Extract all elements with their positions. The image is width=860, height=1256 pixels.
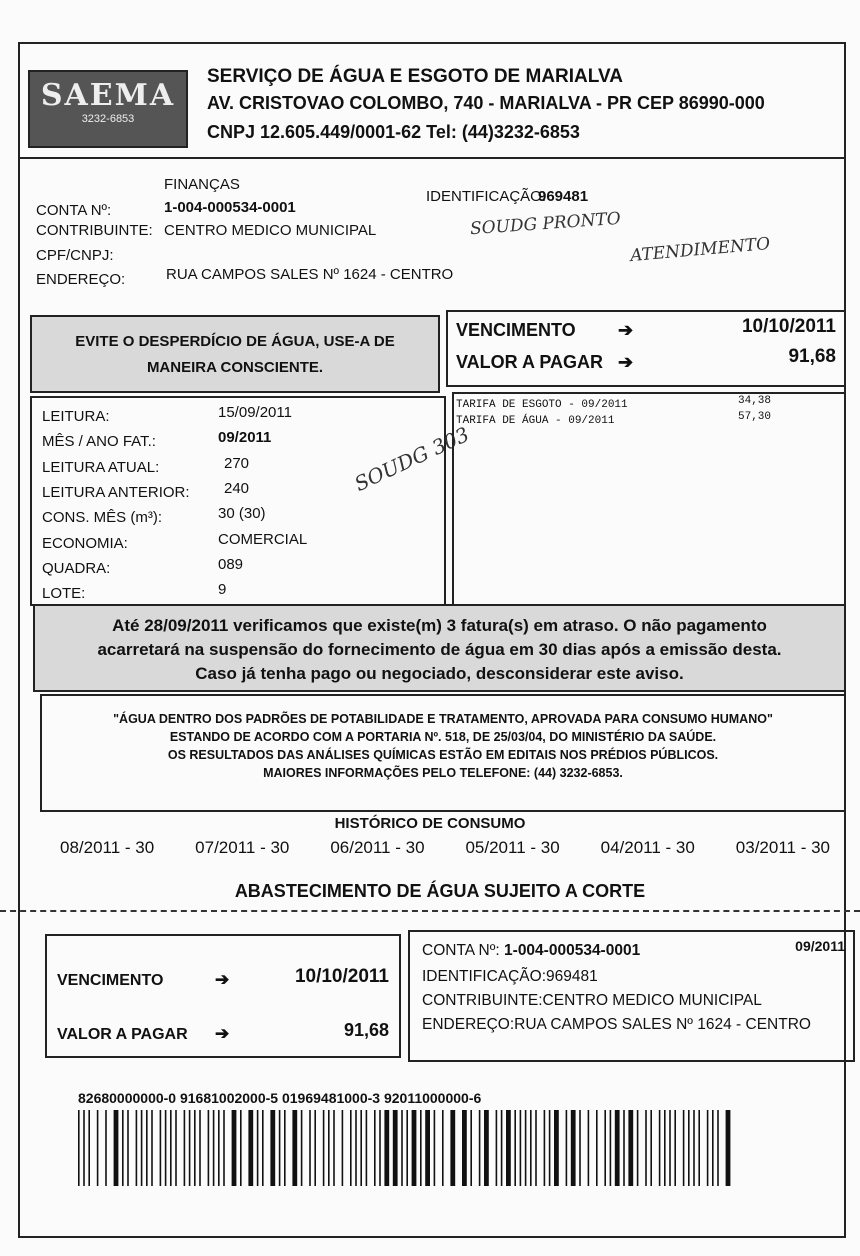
barcode-bar <box>650 1110 652 1186</box>
tariff-value: 57,30 <box>738 411 772 423</box>
stub-contrib: CONTRIBUINTE:CENTRO MEDICO MUNICIPAL <box>422 992 762 1009</box>
barcode-bar <box>674 1110 676 1186</box>
barcode-bar <box>189 1110 191 1186</box>
barcode-bar <box>122 1110 124 1186</box>
barcode-bar <box>279 1110 281 1186</box>
arrow-icon: ➔ <box>618 352 634 372</box>
barcode-bar <box>292 1110 297 1186</box>
reading-value: 270 <box>224 454 250 472</box>
barcode-bar <box>175 1110 177 1186</box>
barcode-bar <box>462 1110 467 1186</box>
barcode-bar <box>659 1110 661 1186</box>
barcode-bar <box>604 1110 606 1186</box>
barcode-bar <box>450 1110 455 1186</box>
stub-ref: 09/2011 <box>795 938 845 954</box>
potability-line: ESTANDO DE ACORDO COM A PORTARIA Nº. 518, DE 25/03/04, DO MINISTÉRIO DA SAÚDE. <box>169 730 717 744</box>
barcode-bar <box>514 1110 516 1186</box>
stub-ident-label: IDENTIFICAÇÃO: <box>422 968 547 985</box>
saema-logo <box>28 70 188 148</box>
barcode-bar <box>669 1110 671 1186</box>
barcode-bar <box>425 1110 430 1186</box>
barcode-bar <box>726 1110 731 1186</box>
history-item: 05/2011 - 30 <box>465 838 560 857</box>
venc-label: VENCIMENTO <box>456 320 576 340</box>
arrow-icon: ➔ <box>215 970 230 989</box>
history-title: HISTÓRICO DE CONSUMO <box>334 815 526 832</box>
barcode-bar <box>707 1110 709 1186</box>
barcode-bar <box>688 1110 690 1186</box>
ident-label: IDENTIFICAÇÃO: <box>426 188 547 205</box>
dept: FINANÇAS <box>164 176 240 193</box>
conta-label: CONTA Nº: <box>36 202 112 219</box>
contrib-value: CENTRO MEDICO MUNICIPAL <box>164 222 377 239</box>
reading-label: LEITURA ANTERIOR: <box>42 483 190 501</box>
divider <box>18 157 846 159</box>
barcode-bar <box>309 1110 311 1186</box>
barcode-bar <box>470 1110 472 1186</box>
barcode-bar <box>146 1110 148 1186</box>
stub-venc-value: 10/10/2011 <box>294 966 389 987</box>
barcode-bar <box>248 1110 253 1186</box>
due-box <box>446 310 846 387</box>
barcode-bar <box>88 1110 90 1186</box>
barcode-bar <box>610 1110 612 1186</box>
barcode-bar <box>328 1110 330 1186</box>
barcode-bar <box>257 1110 259 1186</box>
cpf-label: CPF/CNPJ: <box>36 247 114 264</box>
logo-phone: 3232-6853 <box>81 113 135 125</box>
barcode-bar <box>525 1110 527 1186</box>
barcode-bar <box>628 1110 633 1186</box>
ident-value: 969481 <box>538 188 589 205</box>
barcode-bar <box>194 1110 196 1186</box>
history-item: 07/2011 - 30 <box>195 838 290 857</box>
history-list <box>60 838 830 858</box>
reading-label: ECONOMIA: <box>42 534 128 552</box>
barcode-bar <box>78 1110 80 1186</box>
barcode-bar <box>105 1110 107 1186</box>
barcode <box>78 1110 768 1186</box>
potability-line: OS RESULTADOS DAS ANÁLISES QUÍMICAS ESTÃO EM EDITAIS NOS PRÉDIOS PÚBLICOS. <box>167 748 719 762</box>
reading-value: 240 <box>224 479 250 497</box>
potability-line: "ÁGUA DENTRO DOS PADRÕES DE POTABILIDADE E TRATAMENTO, APROVADA PARA CONSUMO HUMANO" <box>113 712 773 726</box>
reading-label: LOTE: <box>42 585 86 603</box>
cut-line <box>0 910 860 912</box>
barcode-digits: 82680000000-0 91681002000-5 01969481000-3 92011000000-6 <box>78 1090 482 1106</box>
potability-box <box>40 694 846 812</box>
barcode-bar <box>270 1110 275 1186</box>
stub-venc-label: VENCIMENTO <box>57 972 164 989</box>
barcode-bar <box>693 1110 695 1186</box>
barcode-bar <box>323 1110 325 1186</box>
reading-value: 089 <box>218 555 244 573</box>
barcode-bar <box>496 1110 498 1186</box>
barcode-bar <box>393 1110 398 1186</box>
reading-box <box>30 396 473 606</box>
barcode-bar <box>97 1110 99 1186</box>
stub-due-box <box>45 934 401 1058</box>
barcode-bar <box>83 1110 85 1186</box>
barcode-bar <box>151 1110 153 1186</box>
barcode-bar <box>160 1110 162 1186</box>
barcode-bar <box>683 1110 685 1186</box>
reading-label: MÊS / ANO FAT.: <box>42 433 156 451</box>
barcode-bar <box>301 1110 303 1186</box>
barcode-bar <box>342 1110 344 1186</box>
barcode-bar <box>506 1110 511 1186</box>
barcode-bar <box>232 1110 237 1186</box>
overdue-notice <box>33 604 846 692</box>
stub-ident-value: 969481 <box>546 968 598 985</box>
barcode-bar <box>366 1110 368 1186</box>
barcode-bar <box>240 1110 242 1186</box>
barcode-bar <box>114 1110 119 1186</box>
barcode-bar <box>223 1110 225 1186</box>
stub-valor-label: VALOR A PAGAR <box>57 1026 188 1043</box>
barcode-bar <box>520 1110 522 1186</box>
barcode-bar <box>127 1110 129 1186</box>
barcode-bar <box>596 1110 598 1186</box>
barcode-bar <box>218 1110 220 1186</box>
reading-value: 15/09/2011 <box>218 404 292 421</box>
endereco-value: RUA CAMPOS SALES Nº 1624 - CENTRO <box>166 266 454 283</box>
barcode-bar <box>501 1110 503 1186</box>
reading-value: 30 (30) <box>218 505 266 523</box>
venc-value: 10/10/2011 <box>741 316 836 337</box>
barcode-bar <box>434 1110 436 1186</box>
tariff-label: TARIFA DE ÁGUA - 09/2011 <box>456 415 615 427</box>
barcode-bar <box>355 1110 357 1186</box>
barcode-bar <box>615 1110 620 1186</box>
notice-line: Caso já tenha pago ou negociado, desconsiderar este aviso. <box>195 664 684 683</box>
barcode-bar <box>530 1110 532 1186</box>
cut-warning: ABASTECIMENTO DE ÁGUA SUJEITO A CORTE <box>234 881 646 901</box>
tariff-label: TARIFA DE ESGOTO - 09/2011 <box>456 399 628 411</box>
stub-conta-label: CONTA Nº: <box>422 942 500 959</box>
barcode-bar <box>406 1110 408 1186</box>
notice-line: Até 28/09/2011 verificamos que existe(m) 3 fatura(s) em atraso. O não pagamento <box>112 616 767 635</box>
barcode-bar <box>284 1110 286 1186</box>
tariffs-box <box>452 392 846 606</box>
barcode-bar <box>199 1110 201 1186</box>
stub-account-box <box>408 930 855 1062</box>
barcode-bar <box>579 1110 581 1186</box>
reading-label: LEITURA: <box>42 408 110 425</box>
barcode-bar <box>717 1110 719 1186</box>
barcode-bar <box>213 1110 215 1186</box>
barcode-bar <box>588 1110 590 1186</box>
contrib-label: CONTRIBUINTE: <box>36 222 153 239</box>
valor-label: VALOR A PAGAR <box>456 352 603 372</box>
handwritten-note: SOUDG PRONTO <box>469 208 622 240</box>
valor-value: 91,68 <box>788 346 836 367</box>
barcode-bar <box>698 1110 700 1186</box>
reading-label: CONS. MÊS (m³): <box>42 509 162 527</box>
barcode-bar <box>664 1110 666 1186</box>
company-cnpj: CNPJ 12.605.449/0001-62 Tel: (44)3232-6853 <box>207 122 580 142</box>
waste-warning: EVITE O DESPERDÍCIO DE ÁGUA, USE-A DE MANEIRA CONSCIENTE. <box>30 315 440 393</box>
barcode-bar <box>645 1110 647 1186</box>
handwritten-reading-note: SOUDG 303 <box>350 422 473 496</box>
barcode-bar <box>549 1110 551 1186</box>
endereco-label: ENDEREÇO: <box>36 271 126 288</box>
barcode-bar <box>314 1110 316 1186</box>
barcode-bar <box>554 1110 559 1186</box>
stub-conta-value: 1-004-000534-0001 <box>504 942 641 959</box>
barcode-bar <box>571 1110 576 1186</box>
potability-line: MAIORES INFORMAÇÕES PELO TELEFONE: (44) 3232-6853. <box>263 766 623 780</box>
conta-value: 1-004-000534-0001 <box>164 199 296 216</box>
arrow-icon: ➔ <box>618 320 634 340</box>
tariff-value: 34,38 <box>738 395 772 407</box>
handwritten-note-2: ATENDIMENTO <box>629 233 771 267</box>
history-item: 08/2011 - 30 <box>60 838 155 857</box>
barcode-bar <box>379 1110 381 1186</box>
barcode-bar <box>544 1110 546 1186</box>
barcode-bar <box>141 1110 143 1186</box>
reading-label: LEITURA ATUAL: <box>42 458 160 476</box>
company-address: AV. CRISTOVAO COLOMBO, 740 - MARIALVA - PR CEP 86990-000 <box>207 93 765 113</box>
barcode-bar <box>479 1110 481 1186</box>
barcode-bar <box>136 1110 138 1186</box>
logo-text: SAEMA <box>40 78 176 113</box>
barcode-bar <box>184 1110 186 1186</box>
barcode-bar <box>360 1110 362 1186</box>
barcode-bar <box>262 1110 264 1186</box>
history-item: 06/2011 - 30 <box>330 838 425 857</box>
barcode-bar <box>535 1110 537 1186</box>
barcode-bar <box>384 1110 389 1186</box>
barcode-bar <box>333 1110 335 1186</box>
reading-label: QUADRA: <box>42 559 111 577</box>
notice-line: acarretará na suspensão do fornecimento de água em 30 dias após a emissão desta. <box>97 640 782 659</box>
history-item: 03/2011 - 30 <box>735 838 830 857</box>
barcode-bar <box>208 1110 210 1186</box>
reading-value: 09/2011 <box>218 429 272 447</box>
barcode-bar <box>374 1110 376 1186</box>
barcode-bar <box>420 1110 422 1186</box>
barcode-bar <box>442 1110 444 1186</box>
barcode-bar <box>623 1110 625 1186</box>
barcode-bar <box>401 1110 403 1186</box>
stub-valor-value: 91,68 <box>343 1020 389 1040</box>
barcode-bar <box>484 1110 489 1186</box>
reading-value: COMERCIAL <box>218 530 308 548</box>
barcode-bar <box>165 1110 167 1186</box>
barcode-bar <box>566 1110 568 1186</box>
barcode-bar <box>350 1110 352 1186</box>
barcode-bar <box>412 1110 417 1186</box>
barcode-bar <box>170 1110 172 1186</box>
reading-value: 9 <box>218 581 227 599</box>
arrow-icon: ➔ <box>215 1024 230 1043</box>
company-name: SERVIÇO DE ÁGUA E ESGOTO DE MARIALVA <box>207 66 623 87</box>
history-item: 04/2011 - 30 <box>600 838 695 857</box>
barcode-bar <box>637 1110 639 1186</box>
barcode-bar <box>712 1110 714 1186</box>
stub-endereco: ENDEREÇO:RUA CAMPOS SALES Nº 1624 - CENTRO <box>422 1016 811 1033</box>
